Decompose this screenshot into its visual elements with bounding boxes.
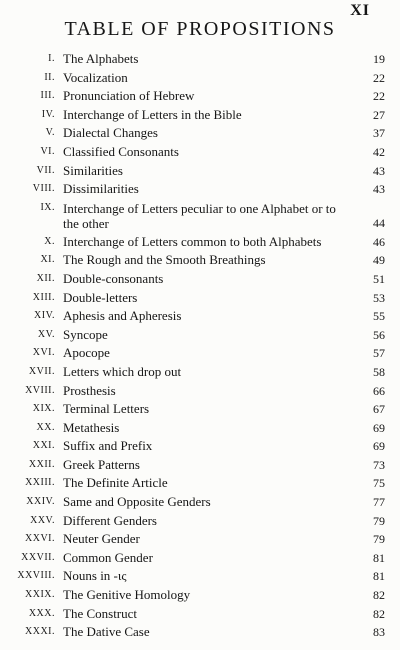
proposition-number: X. bbox=[44, 235, 55, 247]
proposition-title: The Rough and the Smooth Breathings bbox=[63, 252, 266, 268]
page-reference: 69 bbox=[373, 420, 385, 435]
proposition-title: Pronunciation of Hebrew bbox=[63, 88, 195, 104]
toc-entry bbox=[0, 419, 400, 438]
toc-entry bbox=[0, 106, 400, 125]
proposition-number: XXX. bbox=[28, 607, 55, 619]
toc-entry bbox=[0, 270, 400, 289]
proposition-number: XXI. bbox=[32, 440, 55, 452]
proposition-number: XVII. bbox=[28, 365, 55, 377]
proposition-title: Apocope bbox=[63, 345, 110, 361]
proposition-title: The Construct bbox=[63, 605, 138, 621]
proposition-number: XXVII. bbox=[21, 551, 55, 563]
proposition-number: XXIV. bbox=[26, 496, 55, 508]
page-reference: 79 bbox=[373, 532, 385, 547]
page-title: TABLE OF PROPOSITIONS bbox=[64, 18, 336, 40]
proposition-title: Greek Patterns bbox=[63, 456, 140, 472]
page-reference: 58 bbox=[373, 364, 385, 379]
toc-entry bbox=[0, 493, 400, 512]
page-reference: 27 bbox=[373, 107, 385, 122]
proposition-title: Suffix and Prefix bbox=[63, 438, 153, 454]
page-reference: 55 bbox=[373, 309, 385, 324]
page-reference: 77 bbox=[373, 495, 385, 510]
proposition-title: Common Gender bbox=[63, 549, 153, 565]
page-reference: 67 bbox=[373, 402, 385, 417]
page-reference: 81 bbox=[373, 569, 385, 584]
page-reference: 22 bbox=[373, 89, 385, 104]
page-reference: 82 bbox=[373, 606, 385, 621]
proposition-title: Letters which drop out bbox=[63, 363, 182, 379]
toc-entry bbox=[0, 400, 400, 419]
page-reference: 19 bbox=[373, 52, 385, 66]
proposition-number: III. bbox=[40, 90, 55, 102]
toc-entry bbox=[0, 251, 400, 270]
proposition-number: XXVI. bbox=[25, 533, 55, 545]
proposition-title: Different Genders bbox=[63, 512, 157, 528]
proposition-title: Aphesis and Apheresis bbox=[63, 308, 182, 324]
proposition-title: Interchange of Letters common to both Alphabets bbox=[63, 233, 322, 249]
table-of-propositions bbox=[0, 50, 400, 642]
page-reference: 44 bbox=[373, 216, 385, 231]
toc-entry bbox=[0, 233, 400, 252]
proposition-title: Similarities bbox=[63, 162, 123, 178]
proposition-title: Double-consonants bbox=[63, 270, 164, 286]
proposition-number: VIII. bbox=[32, 183, 55, 195]
proposition-number: XV. bbox=[37, 328, 55, 340]
toc-entry bbox=[0, 586, 400, 605]
page-reference: 43 bbox=[373, 182, 385, 197]
page-reference: 82 bbox=[373, 588, 385, 603]
toc-entry bbox=[0, 530, 400, 549]
toc-entry bbox=[0, 124, 400, 143]
page-reference: 66 bbox=[373, 383, 385, 398]
toc-entry bbox=[0, 307, 400, 326]
proposition-number: XVI. bbox=[32, 347, 55, 359]
proposition-number: XXIII. bbox=[25, 477, 55, 489]
toc-entry bbox=[0, 437, 400, 456]
toc-entry bbox=[0, 344, 400, 363]
toc-entry bbox=[0, 162, 400, 181]
toc-entry bbox=[0, 512, 400, 531]
proposition-number: XII. bbox=[36, 272, 55, 284]
proposition-number: IX. bbox=[40, 201, 55, 213]
page-reference: 53 bbox=[373, 290, 385, 305]
proposition-title: The Dative Case bbox=[63, 624, 150, 640]
proposition-title: The Genitive Homology bbox=[63, 587, 191, 603]
proposition-number: IV. bbox=[41, 108, 55, 120]
page-reference: 83 bbox=[373, 625, 385, 640]
proposition-title: Nouns in -ις bbox=[63, 568, 127, 584]
proposition-title: Classified Consonants bbox=[63, 143, 179, 159]
page-reference: 73 bbox=[373, 457, 385, 472]
proposition-number: VII. bbox=[36, 164, 55, 176]
toc-entry bbox=[0, 199, 400, 233]
proposition-number: II. bbox=[44, 71, 55, 83]
toc-entry bbox=[0, 363, 400, 382]
toc-entry bbox=[0, 143, 400, 162]
proposition-title: Dialectal Changes bbox=[63, 125, 158, 141]
proposition-number: XXV. bbox=[30, 514, 55, 526]
proposition-title: Vocalization bbox=[63, 69, 128, 85]
proposition-number: XIV. bbox=[34, 310, 55, 322]
page-reference: 43 bbox=[373, 163, 385, 178]
toc-entry bbox=[0, 382, 400, 401]
proposition-number: VI. bbox=[40, 145, 55, 157]
proposition-title: Prosthesis bbox=[63, 382, 116, 398]
page-reference: 69 bbox=[373, 439, 385, 454]
proposition-title: Interchange of Letters peculiar to one Alphabet or to the other bbox=[63, 200, 336, 231]
proposition-number: XXIX. bbox=[25, 589, 55, 601]
toc-entry bbox=[0, 180, 400, 199]
proposition-title: Neuter Gender bbox=[63, 531, 140, 547]
proposition-number: I. bbox=[48, 53, 55, 64]
proposition-title: Double-letters bbox=[63, 289, 138, 305]
toc-entry bbox=[0, 456, 400, 475]
toc-entry bbox=[0, 623, 400, 642]
toc-entry bbox=[0, 326, 400, 345]
page-reference: 75 bbox=[373, 476, 385, 491]
toc-entry bbox=[0, 50, 400, 69]
toc-entry bbox=[0, 87, 400, 106]
page-reference: 42 bbox=[373, 144, 385, 159]
proposition-number: XX. bbox=[36, 421, 55, 433]
page-number: XI bbox=[350, 2, 370, 19]
proposition-number: XVIII. bbox=[25, 384, 55, 396]
page-reference: 22 bbox=[373, 70, 385, 85]
proposition-title: Dissimilarities bbox=[63, 181, 139, 197]
page-reference: 46 bbox=[373, 234, 385, 249]
proposition-title: Terminal Letters bbox=[63, 401, 150, 417]
proposition-number: XIII. bbox=[32, 291, 55, 303]
toc-entry bbox=[0, 289, 400, 308]
proposition-title: The Alphabets bbox=[63, 51, 139, 66]
proposition-title: Same and Opposite Genders bbox=[63, 494, 211, 510]
proposition-title: The Definite Article bbox=[63, 475, 168, 491]
toc-entry bbox=[0, 567, 400, 586]
page-reference: 57 bbox=[373, 346, 385, 361]
proposition-number: XXXI. bbox=[25, 626, 55, 638]
page-reference: 79 bbox=[373, 513, 385, 528]
proposition-number: XXII. bbox=[28, 458, 55, 470]
proposition-number: XXVIII. bbox=[17, 570, 55, 582]
proposition-number: XI. bbox=[40, 254, 55, 266]
page-reference: 49 bbox=[373, 253, 385, 268]
toc-entry bbox=[0, 69, 400, 88]
page-reference: 56 bbox=[373, 327, 385, 342]
proposition-title: Metathesis bbox=[63, 419, 120, 435]
proposition-number: V. bbox=[45, 127, 55, 139]
page-reference: 51 bbox=[373, 271, 385, 286]
toc-entry bbox=[0, 605, 400, 624]
proposition-title: Interchange of Letters in the Bible bbox=[63, 106, 242, 122]
toc-entry bbox=[0, 549, 400, 568]
page-reference: 37 bbox=[373, 126, 385, 141]
proposition-number: XIX. bbox=[32, 403, 55, 415]
page-reference: 81 bbox=[373, 550, 385, 565]
proposition-title: Syncope bbox=[63, 326, 108, 342]
toc-entry bbox=[0, 474, 400, 493]
